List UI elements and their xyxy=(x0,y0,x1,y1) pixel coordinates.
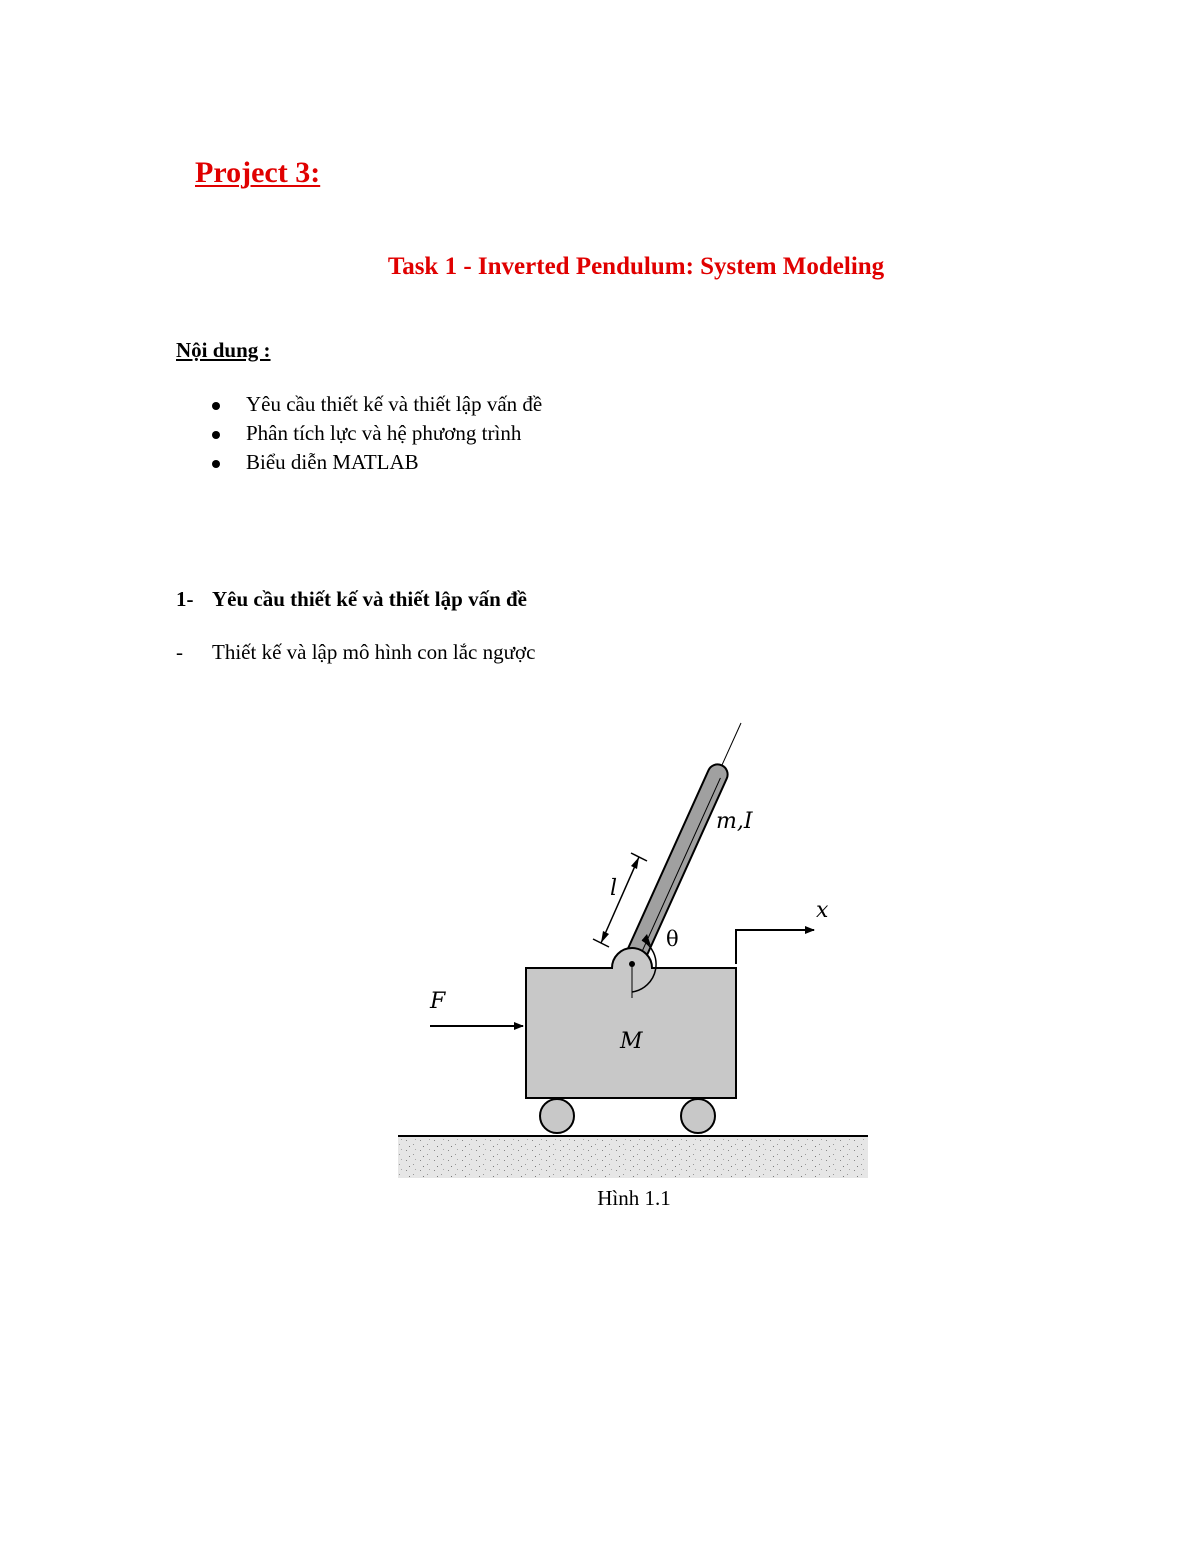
pivot-point xyxy=(629,961,635,967)
contents-heading: Nội dung : xyxy=(176,338,271,362)
ground-surface xyxy=(398,1136,868,1178)
bullet-icon xyxy=(212,431,220,439)
wheel-right xyxy=(681,1099,715,1133)
figure-caption: Hình 1.1 xyxy=(597,1186,671,1210)
list-item-text: Yêu cầu thiết kế và thiết lập vấn đề xyxy=(246,392,543,416)
pendulum-diagram xyxy=(390,718,880,1188)
cart-body xyxy=(526,948,736,1098)
bullet-icon xyxy=(212,402,220,410)
force-label: F xyxy=(430,989,446,1014)
x-axis-arrow-icon xyxy=(736,930,814,964)
x-axis-label: x xyxy=(816,898,829,923)
project-title: Project 3: xyxy=(195,156,321,189)
list-item-text: Phân tích lực và hệ phương trình xyxy=(246,421,522,445)
length-label: l xyxy=(610,876,618,901)
section-number: 1- xyxy=(176,587,194,611)
angle-label: θ xyxy=(666,927,679,951)
dash-item-text: Thiết kế và lập mô hình con lắc ngược xyxy=(212,640,536,664)
wheel-left xyxy=(540,1099,574,1133)
cart-mass-label: M xyxy=(620,1029,643,1054)
bullet-icon xyxy=(212,460,220,468)
list-item-text: Biểu diễn MATLAB xyxy=(246,450,419,474)
section-title: Yêu cầu thiết kế và thiết lập vấn đề xyxy=(212,587,527,611)
mass-inertia-label: m,I xyxy=(716,809,753,834)
inverted-pendulum-figure xyxy=(390,718,880,1188)
task-title: Task 1 - Inverted Pendulum: System Modeling xyxy=(387,253,885,280)
dash-marker: - xyxy=(176,640,183,664)
